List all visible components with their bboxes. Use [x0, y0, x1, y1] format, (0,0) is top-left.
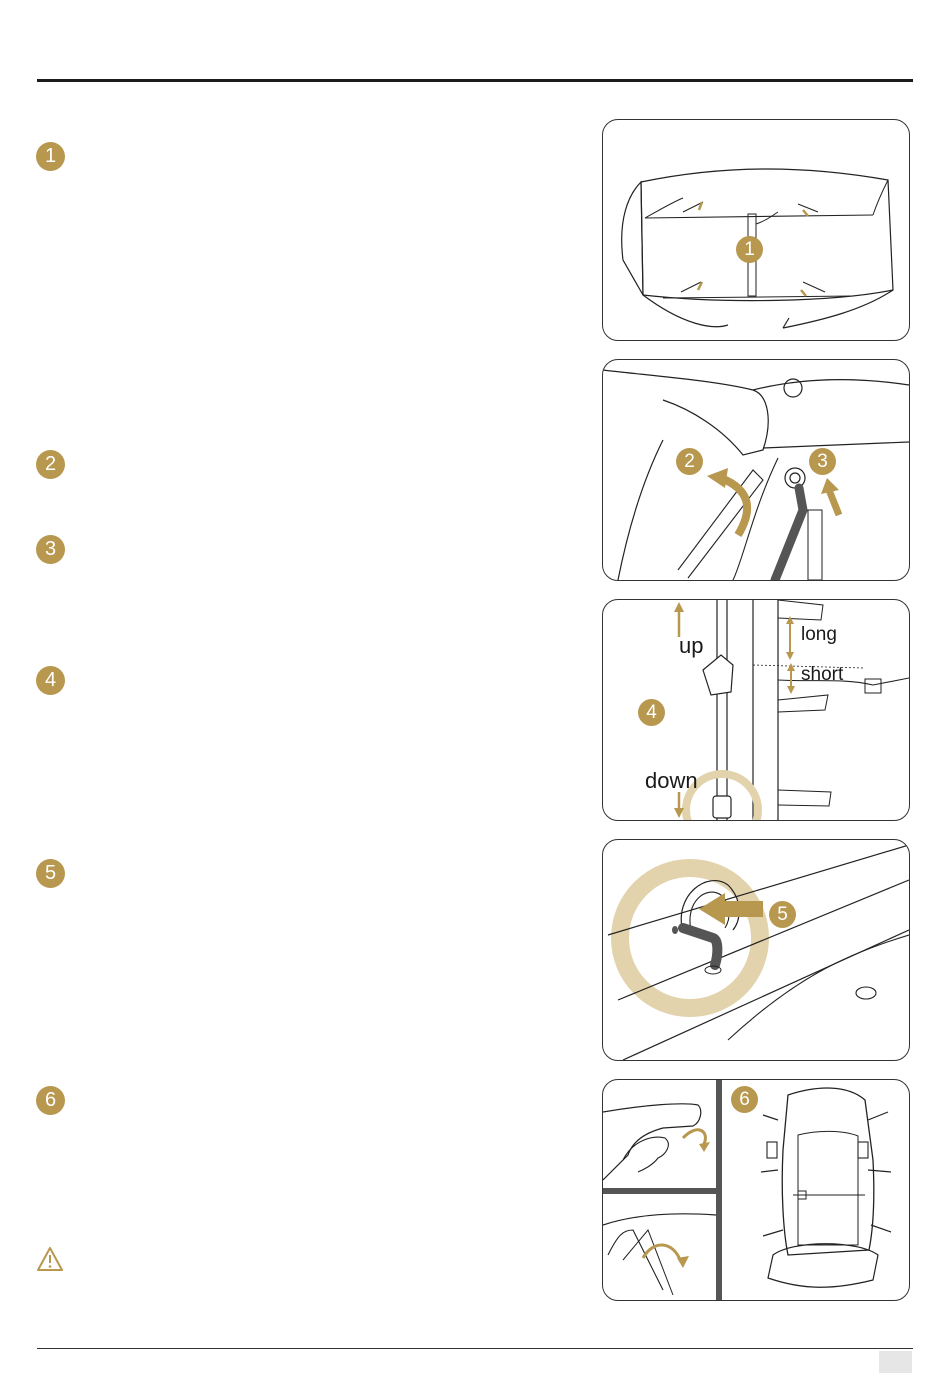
label-long: long: [801, 624, 837, 645]
figure-1-badge: 1: [736, 236, 763, 263]
figure-3-badge: 4: [638, 699, 665, 726]
warning-triangle-icon: [36, 1246, 64, 1272]
step-badge-1: 1: [36, 142, 65, 171]
figure-5-badge: 6: [731, 1086, 758, 1113]
open-backpack-illustration: [603, 120, 909, 340]
step-badge-4: 4: [36, 666, 65, 695]
header-rule: [37, 79, 913, 82]
label-down: down: [645, 768, 698, 793]
label-short: short: [801, 664, 844, 685]
step-badge-2: 2: [36, 450, 65, 479]
frame-insertion-illustration: [603, 360, 909, 580]
footer-rule: [37, 1348, 913, 1349]
figure-2-badge-2: 2: [676, 448, 703, 475]
figure-2-badge-3: 3: [809, 448, 836, 475]
step-badge-3: 3: [36, 535, 65, 564]
figure-4-panel: [602, 839, 910, 1061]
frame-clip-detail-illustration: [603, 840, 909, 1060]
closing-and-finished-backpack-illustration: [603, 1080, 909, 1300]
figure-5-panel: [602, 1079, 910, 1301]
figure-1-panel: [602, 119, 910, 341]
page-number-box: [879, 1351, 912, 1373]
step-badge-6: 6: [36, 1086, 65, 1115]
label-up: up: [679, 633, 704, 658]
step-badge-5: 5: [36, 859, 65, 888]
figure-2-panel: [602, 359, 910, 581]
figure-4-badge: 5: [769, 901, 796, 928]
figure-3-panel: [602, 599, 910, 821]
